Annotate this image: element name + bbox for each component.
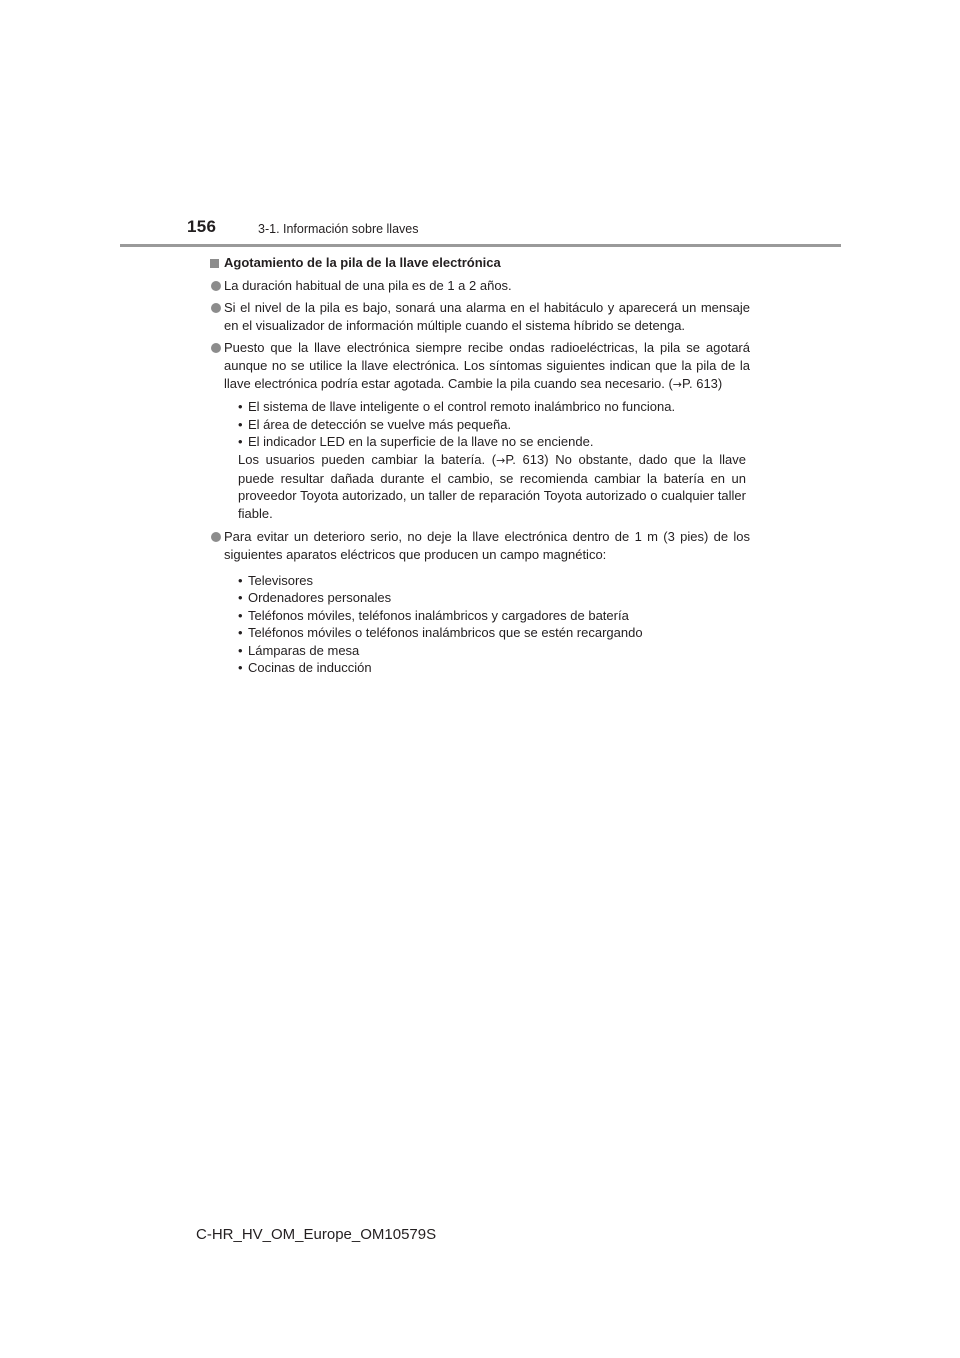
section-title: 3-1. Información sobre llaves bbox=[258, 222, 419, 236]
bullet-text: Si el nivel de la pila es bajo, sonará una alarma en el habitáculo y aparecerá un mensaje en el visualizador de información múltiple cuando el sistema híbrido se detenga. bbox=[224, 300, 750, 333]
circle-bullet-icon bbox=[211, 281, 221, 291]
page-reference-link[interactable]: P. 613 bbox=[505, 451, 545, 467]
arrow-right-icon: → bbox=[672, 377, 682, 391]
list-item: • Cocinas de inducción bbox=[238, 659, 750, 677]
list-item: • Ordenadores personales bbox=[238, 589, 750, 607]
square-bullet-icon bbox=[210, 259, 219, 268]
bullet-text: La duración habitual de una pila es de 1 a 2 años. bbox=[224, 277, 512, 293]
bullet-low-battery-alarm bbox=[210, 299, 750, 334]
circle-bullet-icon bbox=[211, 303, 221, 313]
subsection-heading bbox=[210, 254, 750, 272]
bullet-text: Puesto que la llave electrónica siempre recibe ondas radioeléctricas, la pila se agotará aunque no se utilice la llave electrónica. Los síntomas siguientes indican que la pila de la llave electrónica podría estar agotada. Cambie la pila cuando sea necesario. ( bbox=[224, 340, 750, 391]
bullet-battery-drain bbox=[210, 339, 750, 393]
close-paren: ) bbox=[717, 375, 723, 391]
list-item: • Televisores bbox=[238, 572, 750, 590]
appliances-list bbox=[210, 572, 750, 678]
circle-bullet-icon bbox=[211, 343, 221, 353]
header-divider bbox=[120, 244, 841, 247]
bullet-magnetic-field-warning bbox=[210, 528, 750, 563]
symptoms-list bbox=[210, 398, 750, 522]
page-number: 156 bbox=[187, 217, 217, 236]
page-content bbox=[210, 254, 750, 683]
list-item: • Teléfonos móviles, teléfonos inalámbricos y cargadores de batería bbox=[238, 607, 750, 625]
list-item: • El sistema de llave inteligente o el control remoto inalámbrico no funciona. bbox=[238, 398, 750, 416]
circle-bullet-icon bbox=[211, 532, 221, 542]
document-code-footer: C-HR_HV_OM_Europe_OM10579S bbox=[196, 1226, 437, 1243]
list-item: • Teléfonos móviles o teléfonos inalámbricos que se estén recargando bbox=[238, 624, 750, 642]
page-reference-link[interactable]: P. 613 bbox=[682, 375, 718, 391]
bullet-battery-life bbox=[210, 277, 750, 295]
bullet-text: Para evitar un deterioro serio, no deje la llave electrónica dentro de 1 m (3 pies) de los siguientes aparatos eléctricos que producen un campo magnético: bbox=[224, 529, 750, 562]
list-item: • El indicador LED en la superficie de la llave no se enciende. bbox=[238, 433, 750, 451]
heading-text: Agotamiento de la pila de la llave electrónica bbox=[224, 255, 501, 270]
note-text: ) No obstante, dado que la llave puede resultar dañada durante el cambio, se recomienda cambiar la batería en un proveedor Toyota autorizado, un taller de reparación Toyota autorizado o cualquier taller fiable. bbox=[238, 451, 746, 521]
list-item: • El área de detección se vuelve más pequeña. bbox=[238, 416, 750, 434]
battery-replacement-note bbox=[238, 451, 750, 522]
list-item: • Lámparas de mesa bbox=[238, 642, 750, 660]
arrow-right-icon: → bbox=[496, 453, 506, 467]
note-text: Los usuarios pueden cambiar la batería. ( bbox=[238, 451, 497, 467]
